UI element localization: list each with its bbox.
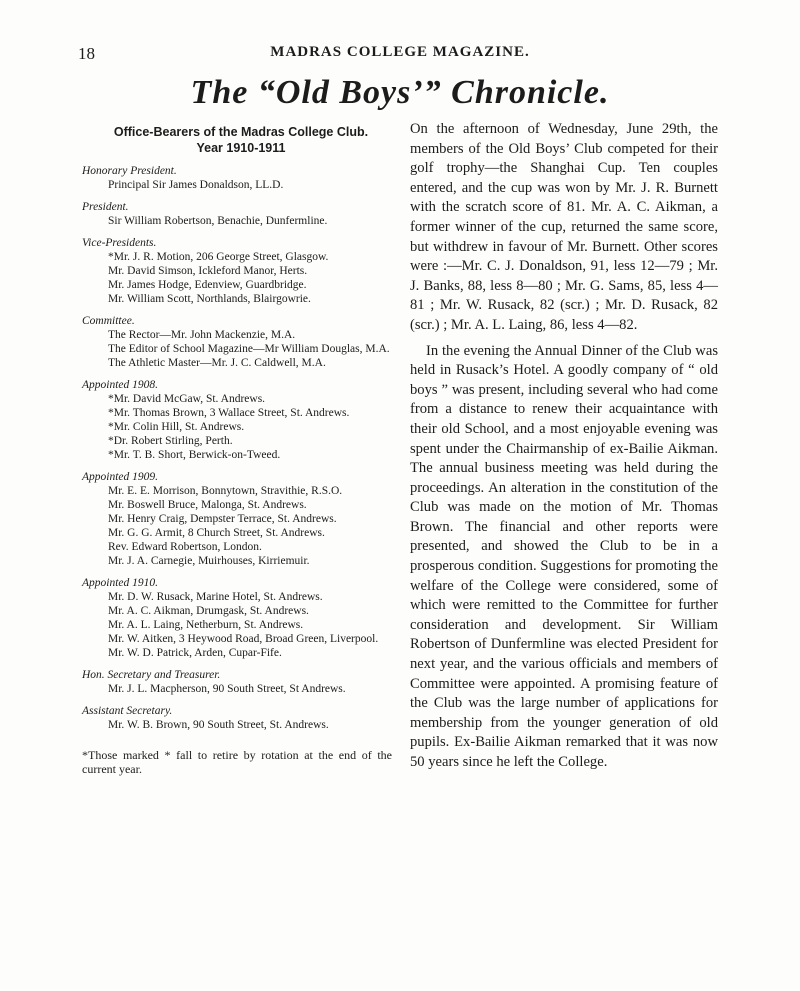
section-entry: *Mr. J. R. Motion, 206 George Street, Glasgow. — [108, 251, 329, 263]
section-label: Appointed 1909. — [82, 471, 159, 483]
office-sections — [82, 164, 392, 732]
section-entry: Mr. A. C. Aikman, Drumgask, St. Andrews. — [108, 605, 309, 617]
section-entry: *Mr. T. B. Short, Berwick-on-Tweed. — [108, 449, 281, 461]
section-entry: Mr. David Simson, Ickleford Manor, Herts. — [108, 265, 308, 277]
section-entry: *Mr. Colin Hill, St. Andrews. — [108, 421, 245, 433]
office-section — [82, 668, 392, 696]
section-entry: Mr. E. E. Morrison, Bonnytown, Stravithie, R.S.O. — [108, 485, 343, 497]
section-entry: Mr. A. L. Laing, Netherburn, St. Andrews. — [108, 619, 304, 631]
office-bearers-column — [82, 124, 392, 776]
office-section — [82, 200, 392, 228]
section-entry: Mr. D. W. Rusack, Marine Hotel, St. Andrews. — [108, 591, 323, 603]
office-heading-line2: Year 1910-1911 — [196, 141, 286, 155]
section-entry: Mr. G. G. Armit, 8 Church Street, St. Andrews. — [108, 527, 325, 539]
article-column — [410, 120, 718, 773]
office-section — [82, 704, 392, 732]
section-entry: Sir William Robertson, Benachie, Dunfermline. — [108, 215, 328, 227]
office-section — [82, 164, 392, 192]
section-label: Assistant Secretary. — [82, 705, 173, 717]
running-head: MADRAS COLLEGE MAGAZINE. — [270, 44, 530, 60]
section-label: Appointed 1908. — [82, 379, 159, 391]
office-section — [82, 470, 392, 568]
section-entry: The Editor of School Magazine—Mr William Douglas, M.A. — [108, 343, 390, 355]
section-label: Appointed 1910. — [82, 577, 159, 589]
section-entry: Rev. Edward Robertson, London. — [108, 541, 262, 553]
section-entry: *Dr. Robert Stirling, Perth. — [108, 435, 233, 447]
section-entry: Mr. J. A. Carnegie, Muirhouses, Kirriemuir. — [108, 555, 310, 567]
section-label: Hon. Secretary and Treasurer. — [82, 669, 221, 681]
section-entry: Mr. Boswell Bruce, Malonga, St. Andrews. — [108, 499, 307, 511]
office-section — [82, 314, 392, 370]
section-entry: Mr. Henry Craig, Dempster Terrace, St. Andrews. — [108, 513, 337, 525]
article-paragraph: On the afternoon of Wednesday, June 29th, the members of the Old Boys’ Club competed for their golf trophy—the Shanghai Cup. Ten couples entered, and the cup was won by Mr. J. R. Burnett with the scratch score of 81. Mr. A. C. Aikman, a former winner of the cup, returned the same score, but withdrew in favour of Mr. Burnett. Other scores were :—Mr. C. J. Donaldson, 91, less 12—79 ; Mr. J. Banks, 88, less 8—80 ; Mr. G. Sams, 85, less 4—81 ; Mr. W. Rusack, 82 (scr.) ; Mr. D. Rusack, 82 (scr.) ; Mr. A. L. Laing, 86, less 4—82. — [410, 121, 718, 333]
section-entry: The Athletic Master—Mr. J. C. Caldwell, M.A. — [108, 357, 326, 369]
section-entry: Mr. W. D. Patrick, Arden, Cupar-Fife. — [108, 647, 282, 659]
section-entry: The Rector—Mr. John Mackenzie, M.A. — [108, 329, 296, 341]
office-heading-line1: Office-Bearers of the Madras College Club. — [113, 125, 369, 139]
office-section — [82, 236, 392, 306]
section-label: President. — [82, 201, 129, 213]
section-label: Vice-Presidents. — [82, 237, 157, 249]
office-heading — [90, 124, 392, 156]
footnote: *Those marked * fall to retire by rotation at the end of the current year. — [82, 748, 392, 776]
office-section — [82, 378, 392, 462]
section-entry: Mr. James Hodge, Edenview, Guardbridge. — [108, 279, 307, 291]
office-section — [82, 576, 392, 660]
section-entry: Principal Sir James Donaldson, LL.D. — [108, 179, 284, 191]
article-paragraph: In the evening the Annual Dinner of the Club was held in Rusack’s Hotel. A goodly company of “ old boys ” was present, including several who had come from a distance to renew their acquaintance with their old School, and a most enjoyable evening was spent under the Chairmanship of ex-Bailie Aikman. The annual business meeting was held during the proceedings. An alteration in the constitution of the Club was made on the motion of Mr. Thomas Brown. The financial and other reports were presented, and showed the Club to be in a prosperous condition. Suggestions for promoting the welfare of the College were considered, some of which were remitted to the Committee for further consideration and development. Sir William Robertson of Dunfermline was elected President for next year, and the various officials and members of Committee were appointed. A promising feature of the Club was the large number of applications for membership from the younger generation of old pupils. Ex-Bailie Aikman remarked that it was now 50 years since he left the College. — [410, 342, 718, 770]
section-entry: *Mr. Thomas Brown, 3 Wallace Street, St. Andrews. — [108, 407, 350, 419]
section-entry: Mr. William Scott, Northlands, Blairgowrie. — [108, 293, 311, 305]
section-entry: *Mr. David McGaw, St. Andrews. — [108, 393, 266, 405]
page-number: 18 — [78, 44, 95, 63]
page-title: The “Old Boys’” Chronicle. — [190, 74, 610, 111]
section-label: Committee. — [82, 315, 135, 327]
section-entry: Mr. J. L. Macpherson, 90 South Street, St Andrews. — [108, 683, 346, 695]
section-label: Honorary President. — [82, 165, 177, 177]
section-entry: Mr. W. Aitken, 3 Heywood Road, Broad Green, Liverpool. — [108, 633, 379, 645]
section-entry: Mr. W. B. Brown, 90 South Street, St. Andrews. — [108, 719, 329, 731]
